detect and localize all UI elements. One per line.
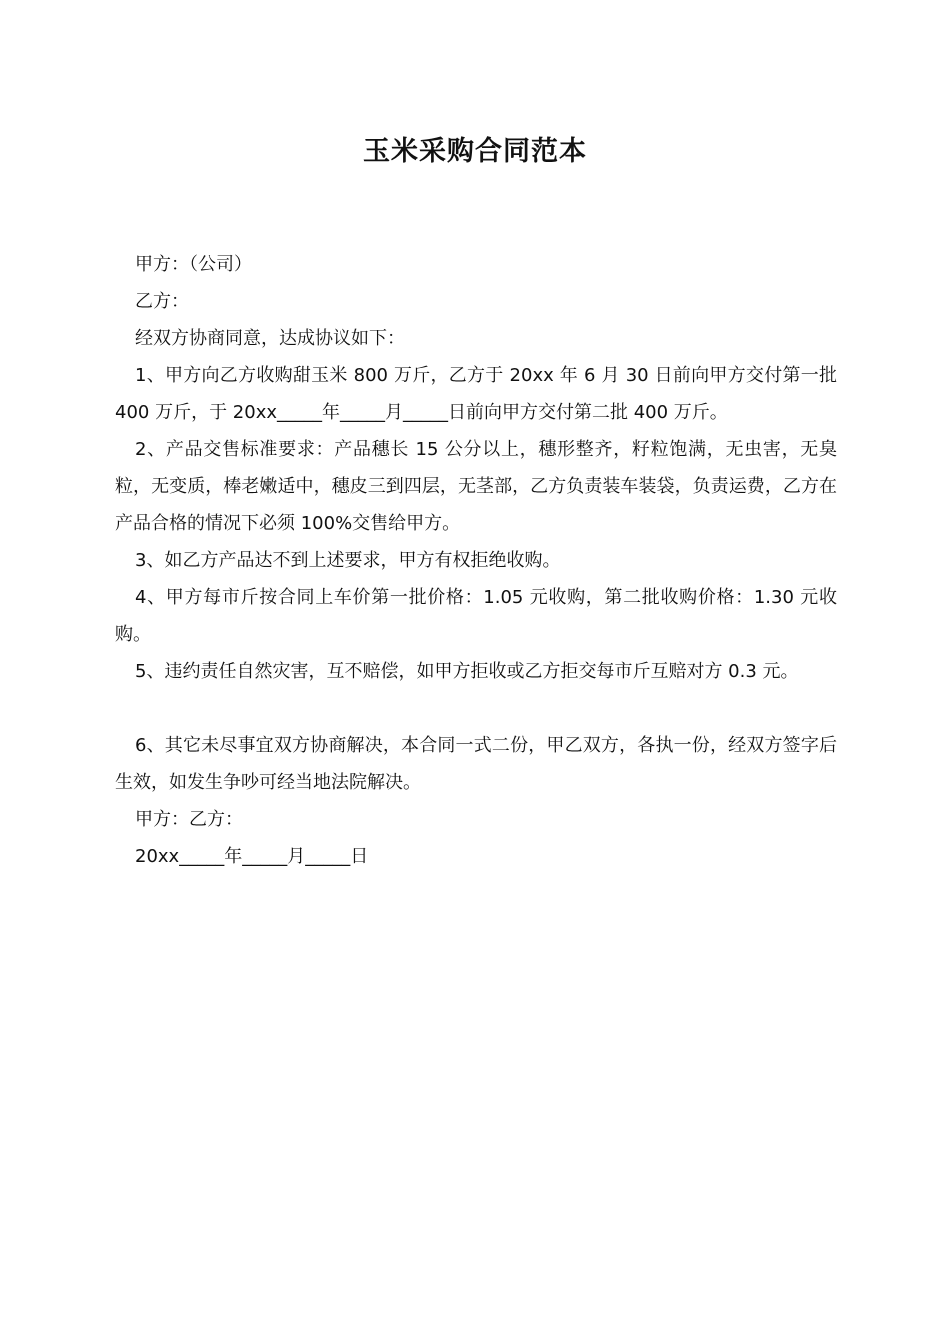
- date-line: 20xx_____年_____月_____日: [135, 846, 369, 867]
- document-title: 玉米采购合同范本: [363, 136, 587, 167]
- signature-line: 甲方：乙方：: [135, 809, 243, 830]
- clause-4: 4、甲方每市斤按合同上车价第一批价格：1.05 元收购，第二批收购价格：1.30 元收购。: [115, 587, 837, 645]
- clause-6: 6、其它未尽事宜双方协商解决，本合同一式二份，甲乙双方，各执一份，经双方签字后生效，如发生争吵可经当地法院解决。: [115, 735, 837, 793]
- clause-3: 3、如乙方产品达不到上述要求，甲方有权拒绝收购。: [135, 550, 561, 571]
- party-b-line: 乙方：: [135, 291, 189, 312]
- paragraph-spacer: [115, 690, 837, 727]
- document-body: [115, 246, 843, 875]
- clause-5: 5、违约责任自然灾害，互不赔偿，如甲方拒收或乙方拒交每市斤互赔对方 0.3 元。: [135, 661, 799, 682]
- party-a-line: 甲方：（公司）: [135, 254, 252, 275]
- clause-2: 2、产品交售标准要求：产品穗长 15 公分以上，穗形整齐，籽粒饱满，无虫害，无臭粒，无变质，棒老嫩适中，穗皮三到四层，无茎部，乙方负责装车装袋，负责运费，乙方在产品合格的情况下必须 100%交售给甲方。: [115, 439, 837, 534]
- clause-1: 1、甲方向乙方收购甜玉米 800 万斤，乙方于 20xx 年 6 月 30 日前向甲方交付第一批 400 万斤，于 20xx_____年_____月_____日前向甲方交付第二批 400 万斤。: [115, 365, 843, 423]
- intro-paragraph: 经双方协商同意，达成协议如下：: [135, 328, 405, 349]
